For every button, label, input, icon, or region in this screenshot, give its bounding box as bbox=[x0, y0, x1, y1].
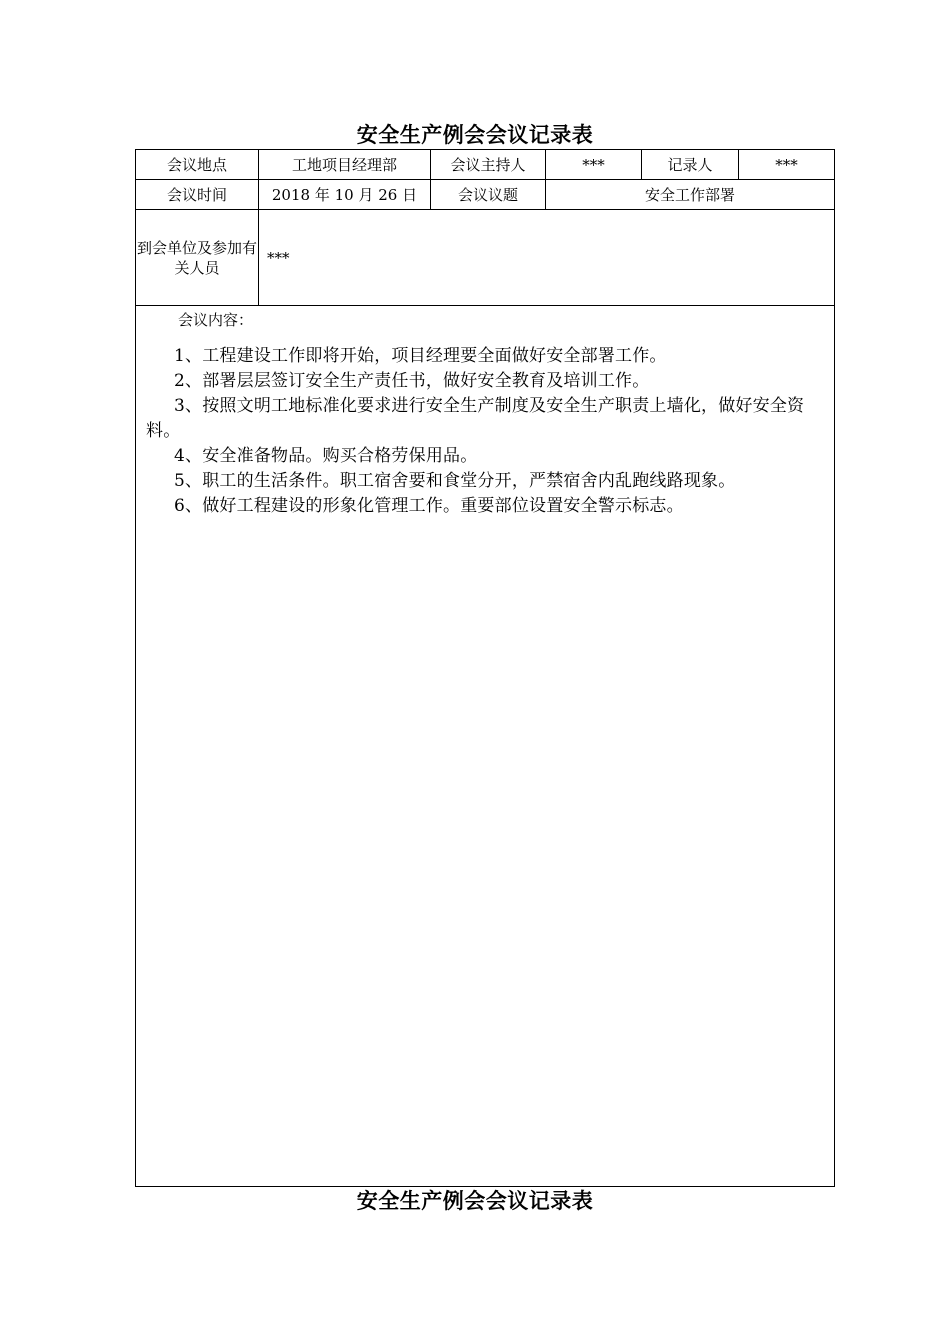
list-item: 4、安全准备物品。购买合格劳保用品。 bbox=[174, 446, 478, 466]
host-value: *** bbox=[546, 150, 642, 180]
list-item: 5、职工的生活条件。职工宿舍要和食堂分开，严禁宿舍内乱跑线路现象。 bbox=[174, 471, 736, 491]
table-row bbox=[136, 210, 835, 306]
recorder-label: 记录人 bbox=[642, 150, 739, 180]
host-label: 会议主持人 bbox=[431, 150, 546, 180]
attendees-label: 到会单位及参加有关人员 bbox=[136, 210, 259, 306]
next-page-title: 安全生产例会会议记录表 bbox=[356, 1188, 594, 1213]
content-label: 会议内容： bbox=[178, 311, 254, 329]
list-item: 2、部署层层签订安全生产责任书，做好安全教育及培训工作。 bbox=[174, 371, 650, 391]
list-item: 6、做好工程建设的形象化管理工作。重要部位设置安全警示标志。 bbox=[174, 496, 684, 516]
time-label: 会议时间 bbox=[136, 180, 259, 210]
content-list bbox=[146, 344, 830, 519]
location-label: 会议地点 bbox=[136, 150, 259, 180]
meeting-record-table bbox=[135, 149, 835, 1187]
table-row bbox=[136, 180, 835, 210]
list-item: 3、按照文明工地标准化要求进行安全生产制度及安全生产职责上墙化，做好安全资料。 bbox=[146, 396, 805, 441]
recorder-value: *** bbox=[739, 150, 835, 180]
table-row bbox=[136, 306, 835, 1187]
location-value: 工地项目经理部 bbox=[259, 150, 431, 180]
meeting-content-cell bbox=[136, 306, 835, 1187]
attendees-value: *** bbox=[259, 210, 835, 306]
page-title: 安全生产例会会议记录表 bbox=[356, 122, 594, 147]
list-item: 1、工程建设工作即将开始，项目经理要全面做好安全部署工作。 bbox=[174, 346, 667, 366]
time-value: 2018 年 10 月 26 日 bbox=[259, 180, 431, 210]
topic-value: 安全工作部署 bbox=[546, 180, 835, 210]
topic-label: 会议议题 bbox=[431, 180, 546, 210]
table-row bbox=[136, 150, 835, 180]
